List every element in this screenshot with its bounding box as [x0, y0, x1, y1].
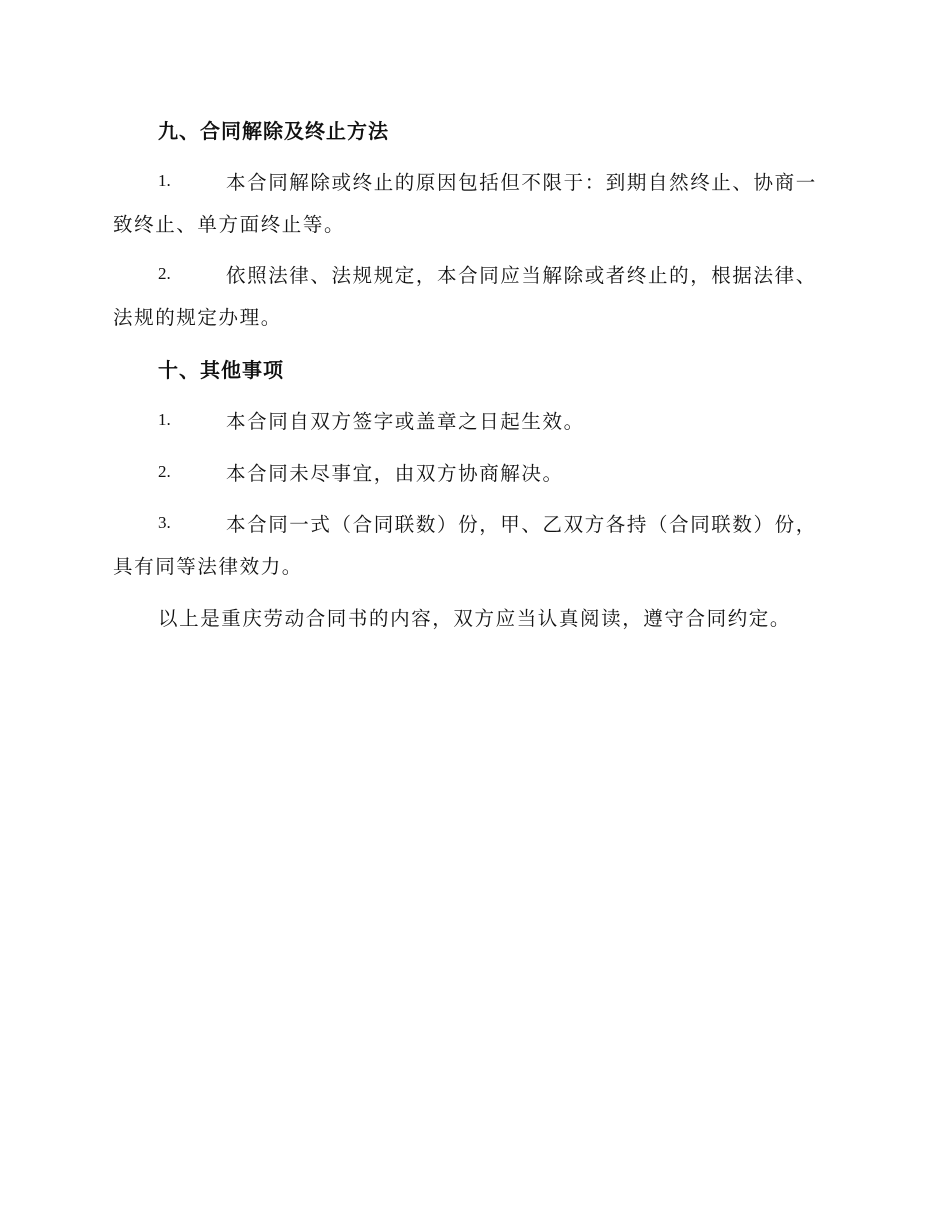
- item-number: 2.: [158, 264, 171, 283]
- item-number: 1.: [158, 410, 171, 429]
- item-text-continuation: 致终止、单方面终止等。: [113, 213, 346, 236]
- item-text-line: 本合同一式（合同联数）份，甲、乙双方各持（合同联数）份，: [226, 513, 817, 536]
- item-text-continuation: 法规的规定办理。: [113, 306, 282, 329]
- item-text-line: 本合同自双方签字或盖章之日起生效。: [226, 410, 585, 433]
- closing-paragraph: 以上是重庆劳动合同书的内容，双方应当认真阅读，遵守合同约定。: [158, 607, 792, 630]
- item-text-line: 依照法律、法规规定，本合同应当解除或者终止的，根据法律、: [226, 264, 817, 287]
- item-text-continuation: 具有同等法律效力。: [113, 555, 303, 578]
- item-text-line: 本合同解除或终止的原因包括但不限于：到期自然终止、协商一: [226, 171, 817, 194]
- item-number: 1.: [158, 171, 171, 190]
- section-heading-9: 九、合同解除及终止方法: [158, 119, 389, 143]
- section-heading-10: 十、其他事项: [158, 358, 284, 382]
- item-number: 3.: [158, 513, 171, 532]
- item-text-line: 本合同未尽事宜，由双方协商解决。: [226, 462, 564, 485]
- item-number: 2.: [158, 462, 171, 481]
